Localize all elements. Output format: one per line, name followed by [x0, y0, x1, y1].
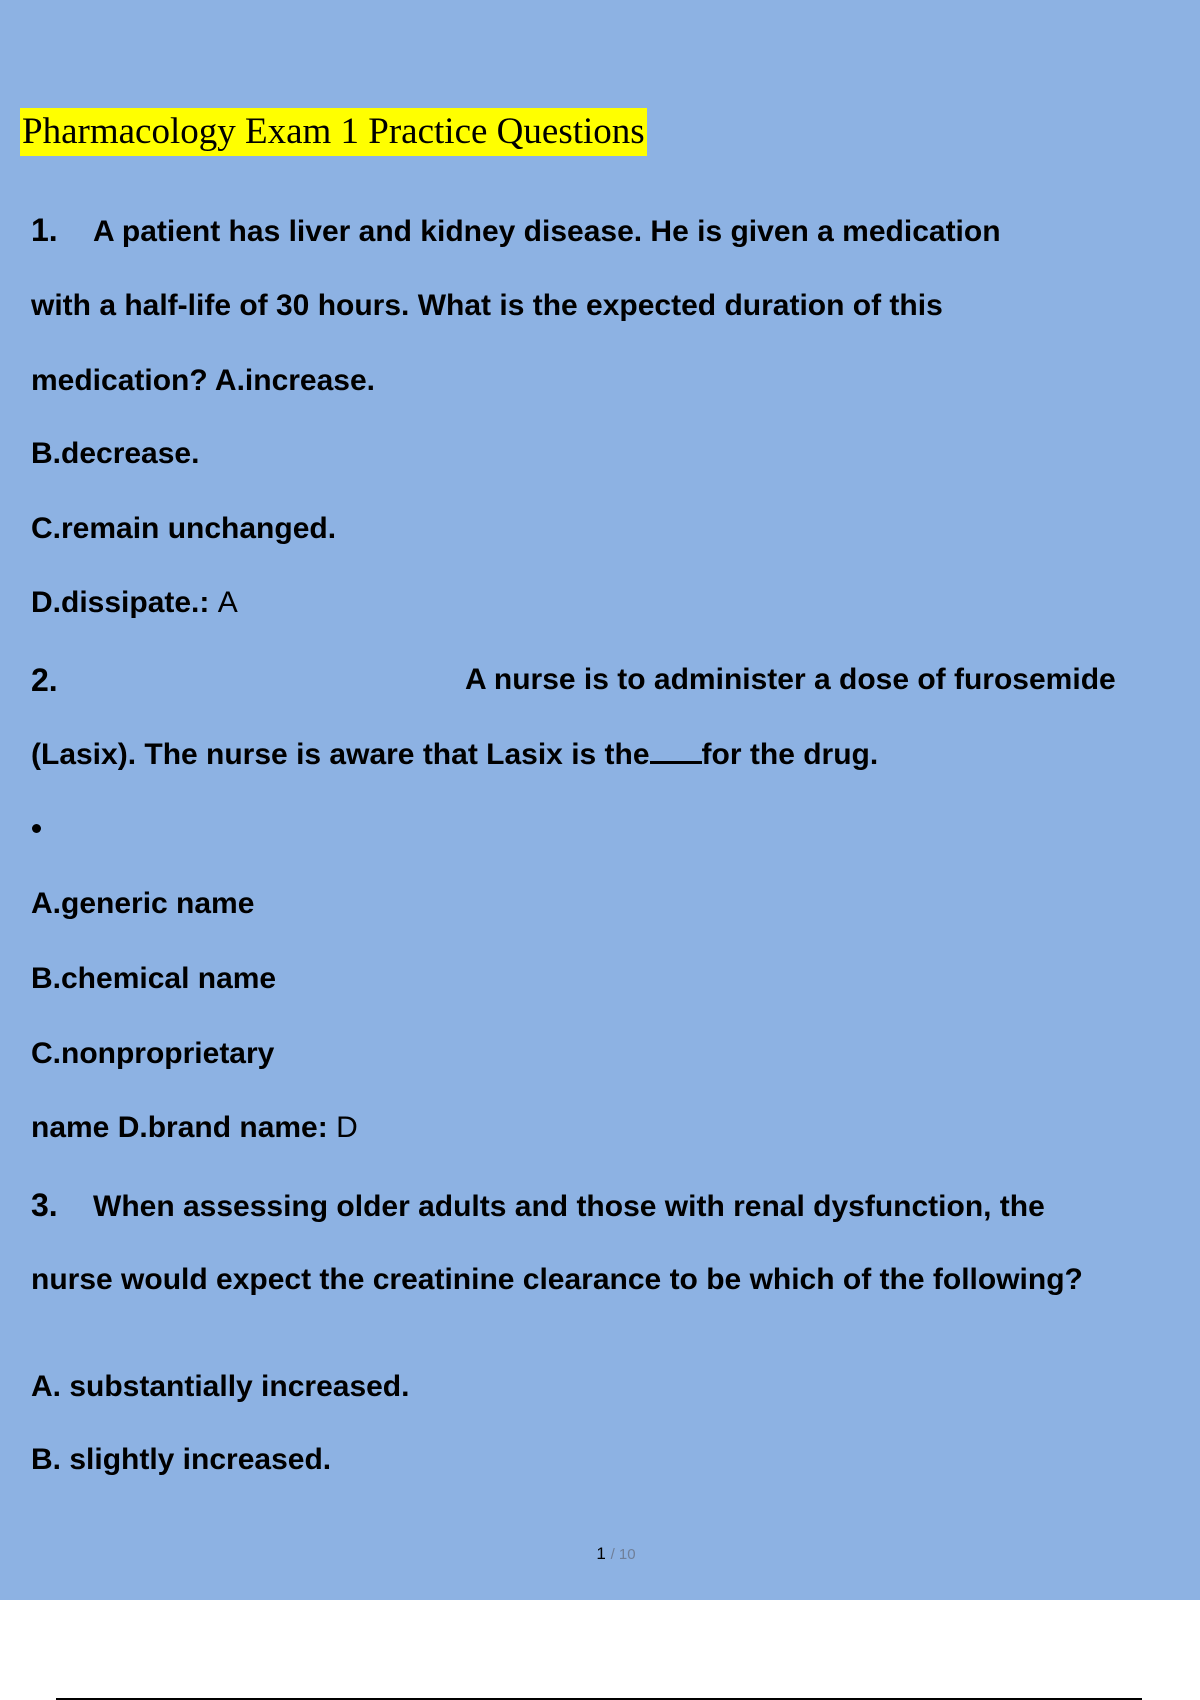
- question-1-option-d: [31, 585, 238, 621]
- question-2-text-2b: for the drug.: [701, 738, 879, 771]
- question-2-number: 2.: [31, 662, 58, 698]
- question-3-option-b: B. slightly increased.: [31, 1443, 332, 1476]
- document-title: Pharmacology Exam 1 Practice Questions: [20, 108, 647, 156]
- question-2-answer: D: [336, 1111, 358, 1144]
- question-1-answer: A: [217, 586, 238, 619]
- question-2-line-2: [31, 737, 878, 773]
- question-2-option-d-text: name D.brand name:: [31, 1111, 328, 1144]
- question-2-option-b: B.chemical name: [31, 962, 277, 995]
- bullet-icon: [32, 824, 41, 833]
- question-3-number: 3.: [31, 1187, 58, 1223]
- question-3-line-1: [31, 1187, 1045, 1225]
- question-3-text-1: When assessing older adults and those with renal dysfunction, the: [93, 1190, 1045, 1223]
- page-current: 1: [596, 1544, 606, 1563]
- question-1-option-b: B.decrease.: [31, 437, 200, 470]
- question-2-text-1: A nurse is to administer a dose of furosemide: [465, 663, 1116, 696]
- question-1-line-3: medication? A.increase.: [31, 364, 376, 397]
- page-total: / 10: [610, 1546, 636, 1563]
- question-2-option-c: C.nonproprietary: [31, 1037, 275, 1070]
- question-2-option-a: A.generic name: [31, 887, 255, 920]
- page-indicator: [0, 1543, 1200, 1566]
- question-3-option-a: A. substantially increased.: [31, 1370, 410, 1403]
- question-1-option-c: C.remain unchanged.: [31, 512, 337, 545]
- question-1-line-1: [31, 212, 1001, 250]
- question-1-text-1: A patient has liver and kidney disease. He is given a medication: [93, 215, 1001, 248]
- question-3-line-2: nurse would expect the creatinine clearance to be which of the following?: [31, 1263, 1083, 1296]
- question-1-line-2: with a half-life of 30 hours. What is the expected duration of this: [31, 289, 943, 322]
- question-1-number: 1.: [31, 212, 58, 248]
- question-2-line-1: [31, 662, 1191, 698]
- question-1-option-d-text: D.dissipate.:: [31, 586, 210, 619]
- question-2-option-d: [31, 1110, 358, 1146]
- fill-in-blank: [650, 739, 702, 764]
- question-2-text-2a: (Lasix). The nurse is aware that Lasix is the: [31, 738, 650, 771]
